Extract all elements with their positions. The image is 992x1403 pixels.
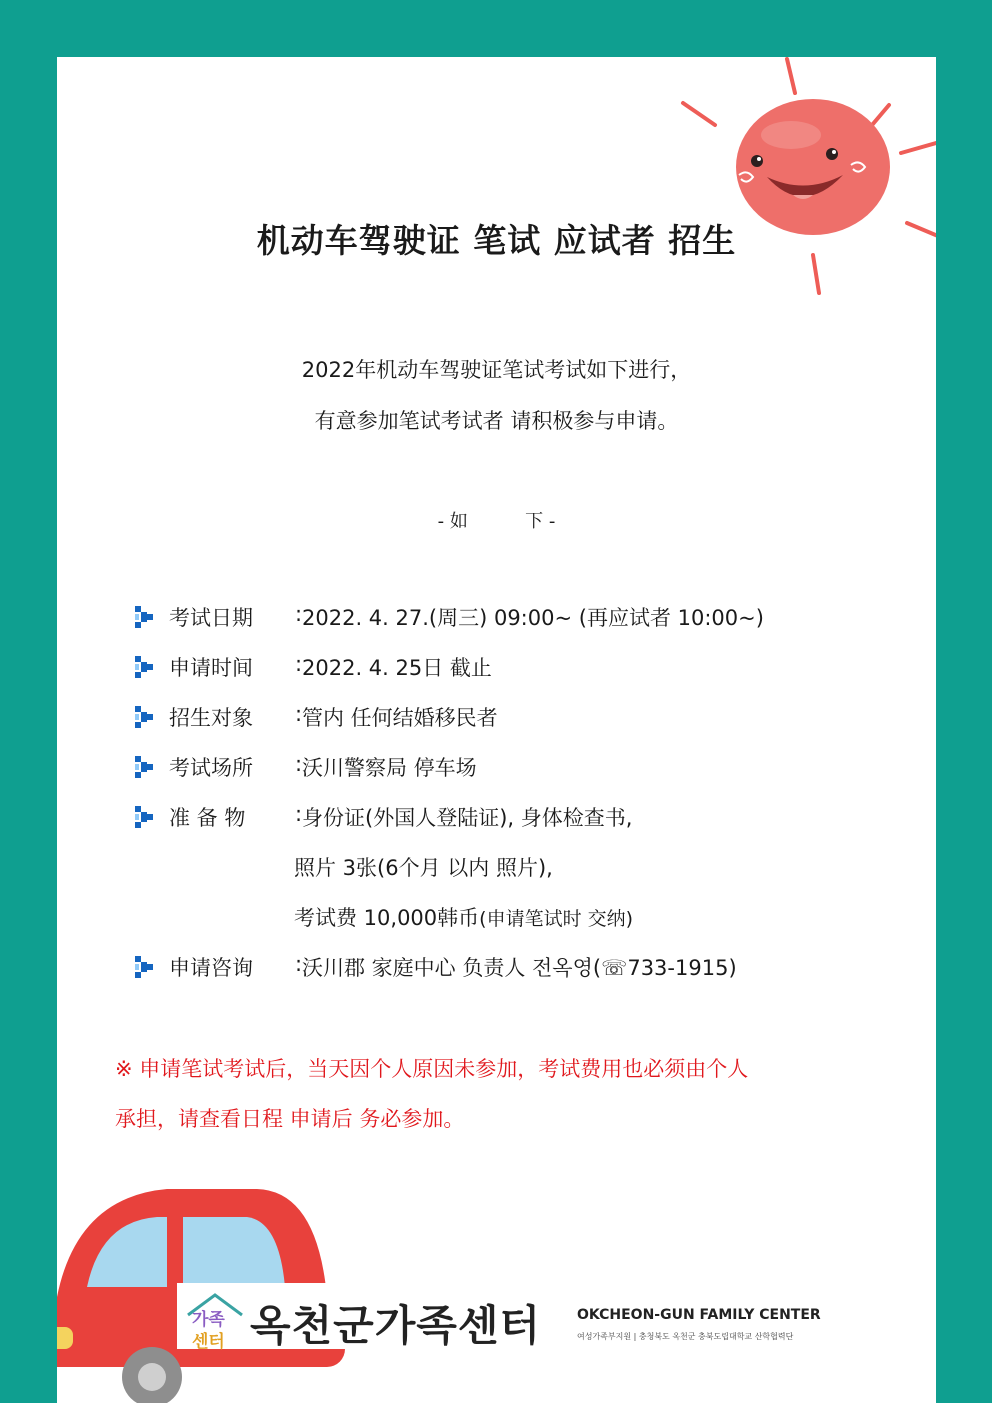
detail-colon: :	[295, 602, 303, 626]
logo-icon-text-bottom: 센터	[192, 1332, 225, 1351]
logo-english-name: OKCHEON-GUN FAMILY CENTER	[577, 1307, 821, 1323]
bullet-icon	[135, 656, 153, 678]
detail-value: 2022. 4. 27.(周三) 09:00~ (再应试者 10:00~)	[302, 606, 764, 630]
bullet-icon	[135, 706, 153, 728]
intro-line-2: 有意参加笔试考试者 请积极参与申请。	[314, 409, 679, 433]
preparation-fee-note: (申请笔试时 交纳)	[479, 908, 634, 930]
intro-line-1: 2022年机动车驾驶证笔试考试如下进行，	[301, 358, 692, 382]
page-title: 机动车驾驶证 笔试 应试者 招生	[256, 221, 737, 260]
bullet-icon	[135, 756, 153, 778]
logo-subtitle: 여성가족부지원 | 충청북도 옥천군 충북도립대학교 산학협력단	[577, 1332, 794, 1341]
poster	[57, 57, 936, 1403]
detail-label: 考试场所	[169, 756, 253, 780]
preparation-line-2: 照片 3张(6个月 以内 照片),	[294, 856, 553, 880]
bullet-icon	[135, 806, 153, 828]
detail-colon: :	[295, 802, 303, 826]
bullet-icon	[135, 956, 153, 978]
detail-value: 2022. 4. 25日 截止	[302, 656, 492, 680]
detail-value: 沃川警察局 停车场	[302, 756, 477, 780]
bullet-icon	[135, 606, 153, 628]
detail-label: 准 备 物	[169, 806, 246, 830]
notice-line-2: 承担，请查看日程 申请后 务必参加。	[115, 1107, 465, 1131]
family-center-logo-icon	[184, 1291, 246, 1351]
detail-value: 管内 任何结婚移民者	[302, 706, 498, 730]
section-header: - 如 下 -	[437, 511, 556, 532]
detail-colon: :	[295, 752, 303, 776]
detail-colon: :	[295, 702, 303, 726]
sun-illustration	[675, 57, 936, 307]
detail-colon: :	[295, 952, 303, 976]
notice-line-1: ※ 申请笔试考试后，当天因个人原因未参加，考试费用也必须由个人	[115, 1057, 749, 1081]
detail-label: 申请咨询	[169, 956, 253, 980]
detail-colon: :	[295, 652, 303, 676]
logo-icon-text-top: 가족	[192, 1310, 225, 1330]
preparation-line-3	[294, 902, 633, 932]
preparation-fee: 考试费 10,000韩币	[294, 906, 480, 930]
detail-label: 考试日期	[169, 606, 253, 630]
detail-label: 申请时间	[169, 656, 253, 680]
detail-value: 身份证(外国人登陆证), 身体检查书,	[302, 806, 633, 830]
logo-korean-name: 옥천군가족센터	[250, 1301, 542, 1350]
detail-label: 招生对象	[169, 706, 253, 730]
detail-value: 沃川郡 家庭中心 负责人 전옥영(☏733-1915)	[302, 956, 737, 980]
